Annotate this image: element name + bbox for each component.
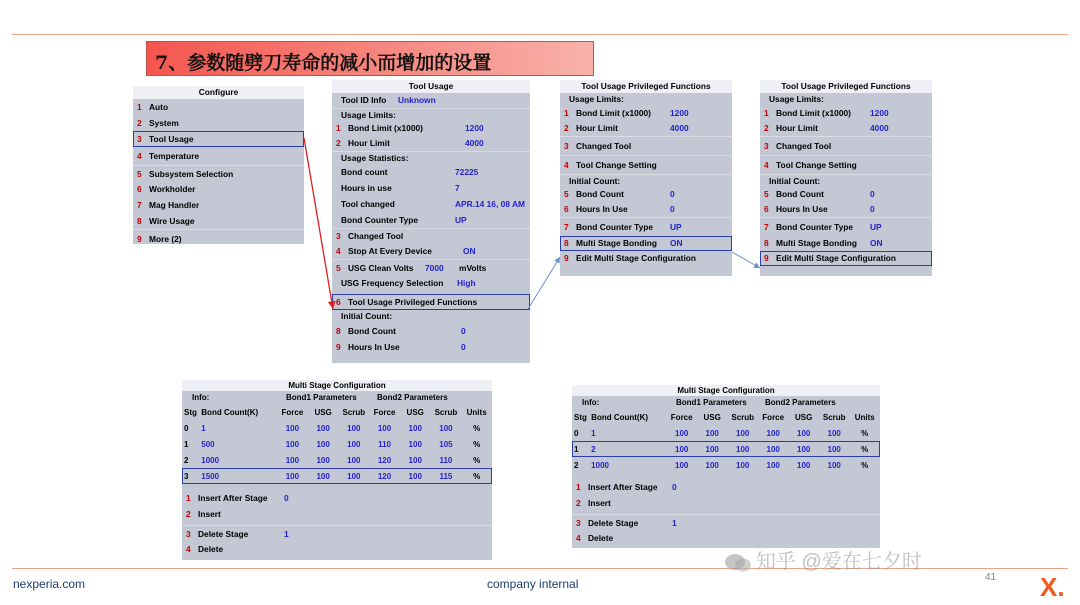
privileged-b-usage-limits: Usage Limits: — [769, 94, 824, 104]
privileged-b-bond-count[interactable]: 5 Bond Count 0 — [764, 189, 875, 199]
msc-left-delete[interactable]: 4 Delete — [186, 544, 224, 554]
column-header: USG — [703, 412, 721, 422]
configure-item-num: 6 — [137, 184, 142, 194]
init-bond-count-value: 0 — [461, 326, 466, 336]
changed-tool-row[interactable]: 3 Changed Tool — [332, 228, 530, 243]
column-header: Scrub — [342, 407, 366, 417]
table-cell: 1 — [184, 439, 189, 449]
privileged-b-changed-tool[interactable]: 3 Changed Tool — [760, 136, 932, 155]
column-header: Units — [466, 407, 487, 417]
msc-left-info: Info: — [192, 393, 210, 402]
msc-right-delete[interactable]: 4 Delete — [576, 533, 614, 543]
tool-changed-row: Tool changed APR.14 16, 08 AM — [332, 196, 530, 212]
table-cell: % — [861, 428, 869, 438]
column-header: USG — [795, 412, 813, 422]
privileged-a-edit-multi[interactable]: 9 Edit Multi Stage Configuration — [564, 253, 697, 263]
msc-right-title: Multi Stage Configuration — [572, 385, 880, 396]
init-bond-count-row[interactable]: 8 Bond Count 0 — [332, 323, 530, 339]
table-cell: % — [473, 423, 481, 433]
privileged-functions-row[interactable]: 6 Tool Usage Privileged Functions — [332, 294, 530, 310]
table-cell: 1 — [591, 428, 596, 438]
table-cell: 100 — [408, 455, 422, 465]
table-cell: % — [861, 444, 869, 454]
privileged-a-counter-type[interactable]: 7 Bond Counter Type UP — [560, 217, 732, 236]
configure-item-label: Mag Handler — [149, 200, 200, 210]
footer-classification: company internal — [487, 577, 579, 591]
table-cell: 100 — [736, 444, 750, 454]
usage-limits-label: Usage Limits: — [332, 108, 530, 121]
table-cell: 500 — [201, 439, 215, 449]
privileged-b-bond-limit[interactable]: 1 Bond Limit (x1000) 1200 — [764, 108, 889, 118]
table-cell: 100 — [827, 460, 841, 470]
msc-right-insert[interactable]: 2 Insert — [576, 498, 611, 508]
msc-right-bond2: Bond2 Parameters — [765, 398, 836, 407]
privileged-a-multi-stage[interactable]: 8 Multi Stage Bonding ON — [560, 236, 732, 251]
column-header: Force — [373, 407, 396, 417]
table-cell: 100 — [316, 439, 330, 449]
column-header: USG — [406, 407, 424, 417]
privileged-b-hours[interactable]: 6 Hours In Use 0 — [764, 204, 875, 214]
table-cell: 100 — [766, 428, 780, 438]
privileged-b-tool-change-setting[interactable]: 4 Tool Change Setting — [760, 155, 932, 174]
table-cell: 100 — [285, 439, 300, 449]
configure-item-label: Workholder — [149, 184, 196, 194]
table-cell: 100 — [797, 444, 811, 454]
configure-item-label: Tool Usage — [149, 134, 194, 144]
column-header: Bond Count(K) — [591, 412, 649, 422]
table-cell: 100 — [705, 444, 719, 454]
table-cell: 100 — [285, 455, 300, 465]
table-cell: 100 — [285, 423, 300, 433]
bond-counter-type-row: Bond Counter Type UP — [332, 212, 530, 228]
privileged-a-bond-count[interactable]: 5 Bond Count 0 — [564, 189, 675, 199]
privileged-a-tool-change-setting[interactable]: 4 Tool Change Setting — [560, 155, 732, 174]
initial-count-label: Initial Count: — [341, 311, 393, 321]
watermark — [724, 545, 922, 574]
privileged-a-usage-limits: Usage Limits: — [569, 94, 624, 104]
configure-item-num: 1 — [137, 102, 142, 112]
msc-left-bond1: Bond1 Parameters — [286, 393, 357, 402]
table-cell: 2 — [591, 444, 596, 454]
table-cell: 1000 — [591, 460, 609, 470]
msc-left-bond2: Bond2 Parameters — [377, 393, 448, 402]
configure-item-label: Auto — [149, 102, 169, 112]
configure-title: Configure — [133, 86, 304, 99]
table-cell: 100 — [347, 423, 361, 433]
column-header: Stg — [574, 412, 587, 422]
page-number: 41 — [985, 572, 997, 583]
table-cell: 100 — [827, 428, 841, 438]
usg-clean-volts-unit: mVolts — [459, 263, 487, 273]
footer-website[interactable]: nexperia.com — [13, 577, 86, 591]
table-cell: 100 — [408, 471, 422, 481]
table-cell: 100 — [316, 455, 330, 465]
table-cell: % — [473, 471, 481, 481]
table-cell: 100 — [347, 455, 361, 465]
table-cell: 100 — [766, 460, 780, 470]
usg-clean-volts-row[interactable]: 5 USG Clean Volts 7000 mVolts — [332, 259, 530, 275]
column-header: Bond Count(K) — [201, 407, 259, 417]
usg-clean-volts-value: 7000 — [425, 263, 444, 273]
slide-title: 7、参数随劈刀寿命的减小而增加的设置 — [146, 41, 594, 76]
table-cell: 100 — [408, 439, 422, 449]
bond-limit-row[interactable]: 1 Bond Limit (x1000) 1200 — [332, 121, 530, 136]
msc-right-delete-stage[interactable]: 3 Delete Stage 1 — [572, 514, 880, 530]
column-header: USG — [314, 407, 332, 417]
privileged-b-initial-count: Initial Count: — [760, 174, 932, 187]
stop-every-device-row[interactable]: 4 Stop At Every Device ON — [332, 243, 530, 259]
bond-count-value: 72225 — [455, 167, 479, 177]
msc-left-insert-after[interactable]: 1 Insert After Stage 0 — [186, 493, 289, 503]
privileged-b-multi-stage[interactable]: 8 Multi Stage Bonding ON — [764, 238, 883, 248]
init-hours-row[interactable]: 9 Hours In Use 0 — [332, 339, 530, 355]
hour-limit-row[interactable]: 2 Hour Limit 4000 — [332, 136, 530, 151]
configure-item-label: More (2) — [149, 234, 182, 244]
usg-frequency-value: High — [457, 278, 476, 288]
table-cell: 2 — [574, 460, 579, 470]
privileged-b-title: Tool Usage Privileged Functions — [760, 80, 932, 93]
table-cell: 100 — [285, 471, 300, 481]
msc-left-title: Multi Stage Configuration — [182, 380, 492, 391]
usg-frequency-row[interactable]: USG Frequency Selection High — [332, 275, 530, 291]
configure-item-num: 3 — [137, 134, 142, 144]
table-cell: 2 — [184, 455, 189, 465]
configure-item-num: 9 — [137, 234, 142, 244]
watermark-text: 知乎 @爱在七夕时 — [756, 551, 922, 573]
hours-in-use-value: 7 — [455, 183, 460, 193]
column-header: Stg — [184, 407, 197, 417]
privileged-b-edit-multi[interactable]: 9 Edit Multi Stage Configuration — [760, 251, 932, 266]
column-header: Scrub — [731, 412, 755, 422]
msc-left-delete-stage[interactable]: 3 Delete Stage 1 — [182, 525, 492, 541]
privileged-a-initial-count: Initial Count: — [560, 174, 732, 187]
msc-right-insert-after[interactable]: 1 Insert After Stage 0 — [576, 482, 677, 492]
privileged-a-bond-limit[interactable]: 1 Bond Limit (x1000) 1200 — [564, 108, 689, 118]
msc-right-info: Info: — [582, 398, 600, 407]
table-cell: 3 — [184, 471, 189, 481]
hour-limit-value: 4000 — [465, 138, 484, 148]
privileged-a-hour-limit[interactable]: 2 Hour Limit 4000 — [564, 123, 689, 133]
table-cell: 100 — [766, 444, 780, 454]
configure-item-label: Wire Usage — [149, 216, 195, 226]
table-cell: 100 — [316, 423, 330, 433]
usage-stats-label: Usage Statistics: — [332, 151, 530, 164]
configure-item-num: 2 — [137, 118, 142, 128]
table-cell: 100 — [377, 423, 392, 433]
table-cell: % — [473, 439, 481, 449]
table-cell: 115 — [439, 471, 453, 481]
table-cell: 110 — [378, 439, 391, 449]
tool-id-info[interactable]: Tool ID Info Unknown — [332, 93, 530, 108]
configure-item-label: Temperature — [149, 151, 200, 161]
table-cell: 100 — [439, 423, 453, 433]
column-header: Units — [854, 412, 875, 422]
table-cell: 100 — [675, 444, 689, 454]
wechat-icon — [724, 552, 752, 574]
table-cell: 100 — [736, 428, 750, 438]
stop-every-device-value: ON — [463, 246, 476, 256]
bond-limit-value: 1200 — [465, 123, 484, 133]
table-cell: 0 — [574, 428, 579, 438]
hours-in-use-row: Hours in use 7 — [332, 180, 530, 196]
table-cell: 110 — [439, 455, 453, 465]
column-header: Scrub — [822, 412, 846, 422]
configure-item-label: System — [149, 118, 179, 128]
table-cell: 100 — [316, 471, 330, 481]
configure-item-num: 7 — [137, 200, 142, 210]
tool-changed-value: APR.14 16, 08 AM — [455, 199, 525, 209]
table-cell: 100 — [736, 460, 750, 470]
arrow-tool-usage-to-privileged-a — [528, 257, 560, 309]
table-cell: % — [473, 455, 481, 465]
table-cell: 100 — [675, 428, 689, 438]
table-cell: 100 — [827, 444, 841, 454]
nexperia-logo: X. — [1040, 572, 1065, 602]
bond-count-row: Bond count 72225 — [332, 164, 530, 180]
table-cell: 100 — [347, 471, 361, 481]
privileged-a-changed-tool[interactable]: 3 Changed Tool — [560, 136, 732, 155]
table-cell: 100 — [705, 428, 719, 438]
table-cell: 1 — [574, 444, 579, 454]
configure-item-num: 8 — [137, 216, 142, 226]
table-cell: 1500 — [201, 471, 220, 481]
table-cell: 1000 — [201, 455, 220, 465]
privileged-a-hours[interactable]: 6 Hours In Use 0 — [564, 204, 675, 214]
msc-left-insert[interactable]: 2 Insert — [186, 509, 221, 519]
tool-id-value: Unknown — [398, 95, 436, 105]
column-header: Force — [762, 412, 785, 422]
privileged-b-hour-limit[interactable]: 2 Hour Limit 4000 — [764, 123, 889, 133]
tool-usage-title: Tool Usage — [332, 80, 530, 93]
column-header: Force — [281, 407, 304, 417]
table-cell: 100 — [675, 460, 689, 470]
column-header: Force — [670, 412, 693, 422]
privileged-b-counter-type[interactable]: 7 Bond Counter Type UP — [760, 217, 932, 236]
table-cell: 120 — [377, 455, 392, 465]
table-cell: 0 — [184, 423, 189, 433]
msc-right-bond1: Bond1 Parameters — [676, 398, 747, 407]
configure-item-num: 5 — [137, 169, 142, 179]
configure-item-label: Subsystem Selection — [149, 169, 234, 179]
table-cell: 100 — [408, 423, 422, 433]
configure-item-num: 4 — [137, 151, 142, 161]
table-cell: 100 — [347, 439, 361, 449]
bond-counter-type-value: UP — [455, 215, 467, 225]
table-cell: 100 — [797, 460, 811, 470]
table-cell: 100 — [705, 460, 719, 470]
privileged-a-title: Tool Usage Privileged Functions — [560, 80, 732, 93]
arrow-privileged-a-to-b — [732, 252, 760, 268]
table-cell: 105 — [439, 439, 453, 449]
table-cell: 1 — [201, 423, 206, 433]
table-cell: % — [861, 460, 869, 470]
column-header: Scrub — [434, 407, 458, 417]
table-cell: 100 — [797, 428, 811, 438]
init-hours-value: 0 — [461, 342, 466, 352]
arrow-configure-to-privileged — [304, 138, 333, 309]
table-cell: 120 — [377, 471, 392, 481]
